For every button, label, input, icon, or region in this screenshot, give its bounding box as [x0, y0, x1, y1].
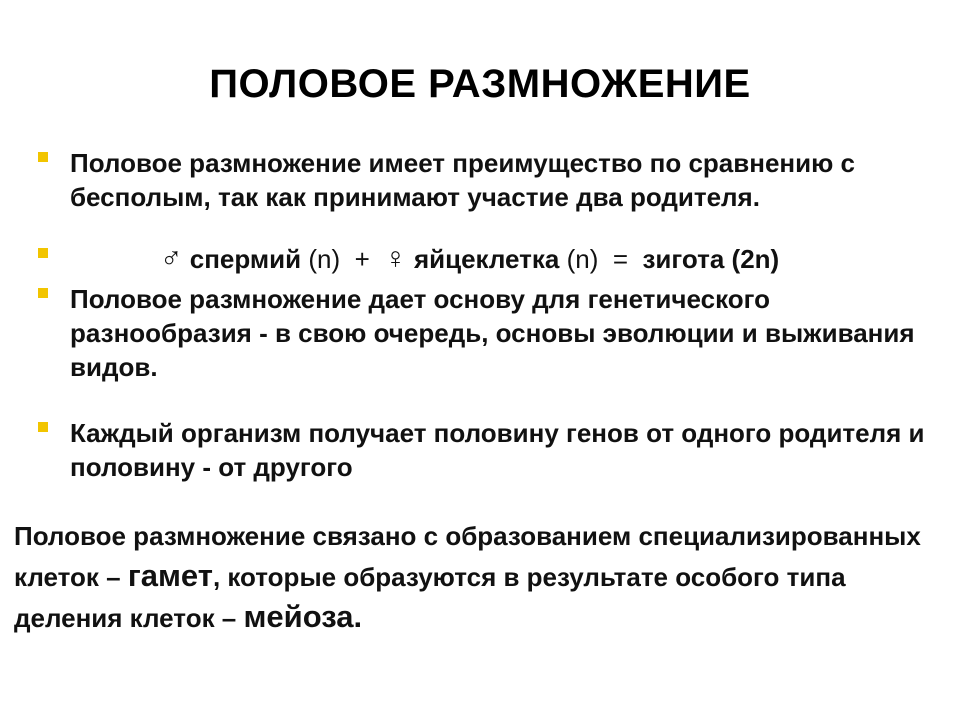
bullet-item-advantage	[38, 146, 938, 214]
bullet-item-genes	[38, 416, 938, 484]
egg-label: яйцеклетка	[413, 244, 560, 274]
page-title: ПОЛОВОЕ РАЗМНОЖЕНИЕ	[209, 62, 751, 106]
zygote-label: зигота (2n)	[642, 244, 780, 274]
meiosis-term: мейоза	[243, 599, 354, 634]
sperm-label: спермий	[189, 244, 302, 274]
bullet-item-diversity	[38, 282, 938, 384]
summary-text-part1: Половое размножение связано с образованием специализированных клеток –	[14, 521, 921, 592]
egg-ploidy: (n)	[566, 244, 599, 274]
summary-end: .	[353, 599, 363, 634]
bullet-item-formula	[38, 242, 938, 276]
gametes-term: гамет	[127, 558, 213, 593]
equals-sign: =	[612, 244, 629, 274]
bullet-marker	[38, 152, 48, 162]
summary-text-part2: , которые образуются в результате особого типа деления клеток –	[14, 562, 846, 633]
male-symbol-icon: ♂	[160, 242, 183, 275]
bullet-text: Каждый организм получает половину генов от одного родителя и половину - от другого	[70, 418, 925, 482]
bullet-marker	[38, 248, 48, 258]
bullet-text: Половое размножение дает основу для генетического разнообразия - в свою очередь, основы эволюции и выживания видов.	[70, 284, 915, 382]
bullet-marker	[38, 288, 48, 298]
fertilization-formula	[160, 242, 938, 276]
sperm-ploidy: (n)	[308, 244, 341, 274]
female-symbol-icon: ♀	[384, 242, 407, 275]
bullet-text: Половое размножение имеет преимущество по сравнению с бесполым, так как принимают участие два родителя.	[70, 148, 855, 212]
bullet-marker	[38, 422, 48, 432]
plus-sign: +	[354, 244, 370, 274]
summary-paragraph	[14, 516, 944, 638]
